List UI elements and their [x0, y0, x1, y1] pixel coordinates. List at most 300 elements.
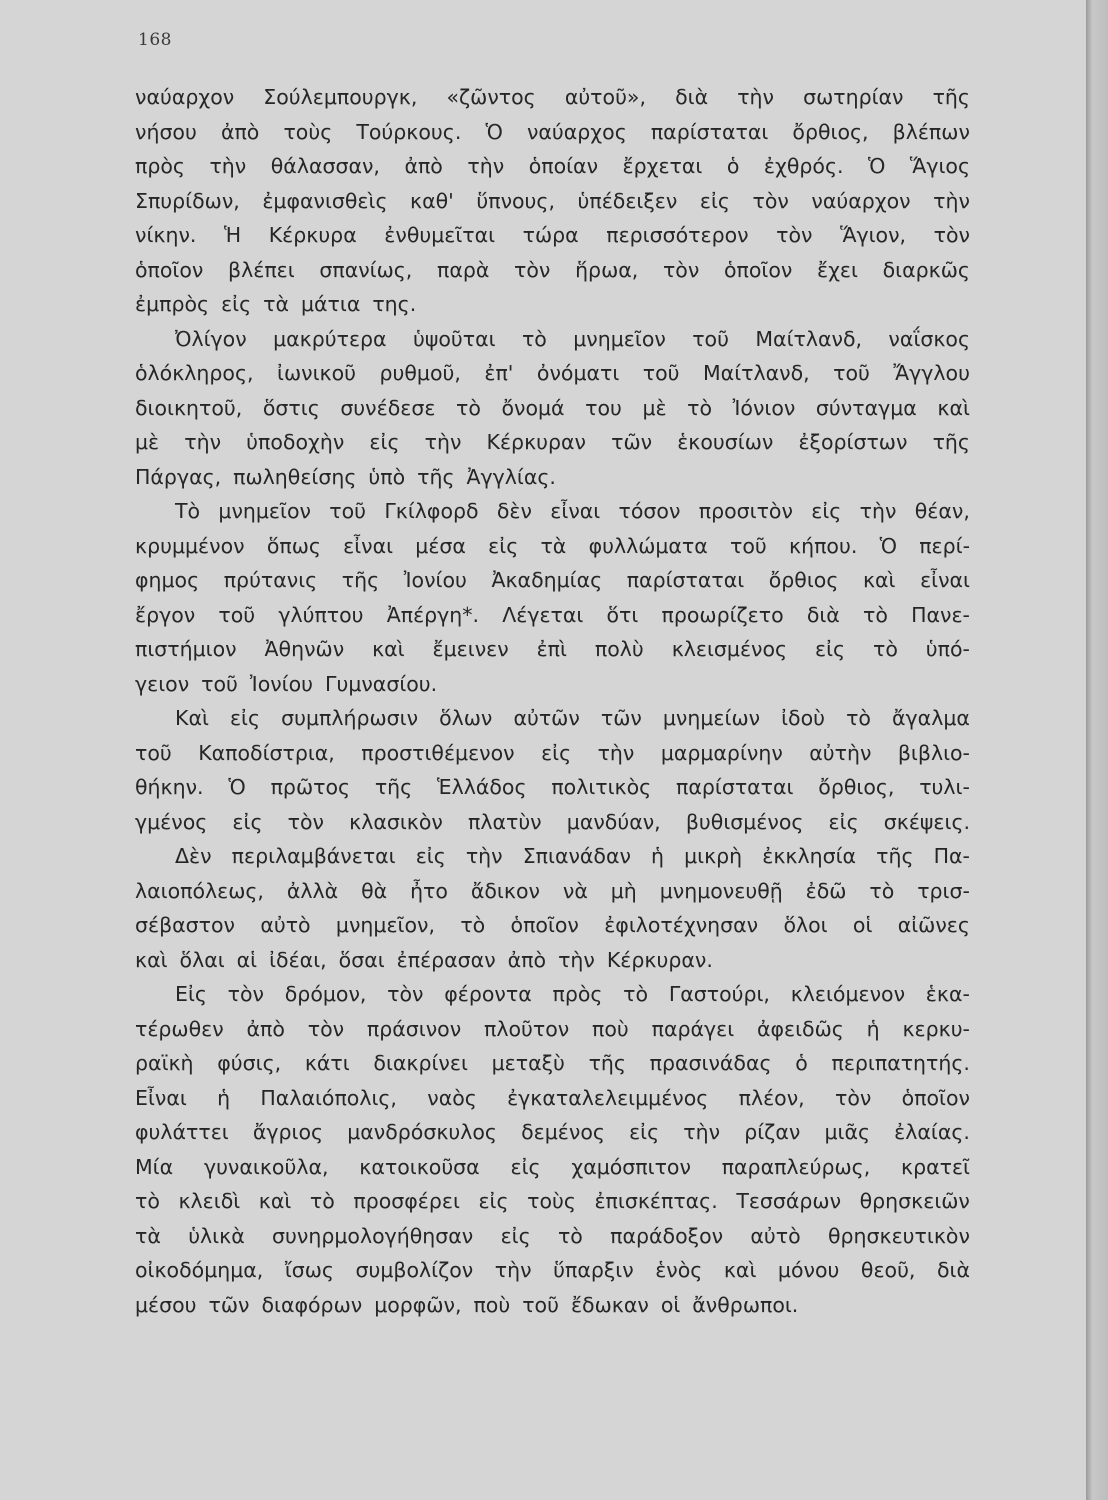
word: τὸ [309, 1189, 335, 1213]
word: Ἀκαδημίας [491, 568, 603, 592]
word: Ἄγγλου [893, 361, 970, 385]
word: ἐξορίστων [798, 430, 908, 454]
word: τὸν [752, 188, 789, 213]
word: τὴν [683, 1120, 721, 1144]
word: αὐτὸ [260, 913, 311, 937]
word: πιστήμιον [135, 637, 237, 661]
word: τὸ [460, 913, 486, 937]
word: Ἰονίου [249, 671, 314, 696]
word: τῶν [611, 430, 653, 454]
word: Πάργας, [135, 464, 222, 489]
word: ἥρωα, [575, 257, 639, 282]
word: διακρίνει [373, 1051, 468, 1075]
word: χαμόσπιτον [571, 1154, 691, 1179]
word: τὴν [597, 740, 635, 765]
word: μόνου [777, 1258, 840, 1282]
word: τὴν [933, 188, 970, 213]
word: νήσου [135, 119, 197, 144]
word: σκέψεις. [883, 809, 970, 834]
word: τοῦ [218, 602, 256, 627]
word: αἰῶνες [897, 913, 970, 937]
word: κάτι [304, 1051, 350, 1075]
word: σπανίως, [319, 257, 413, 282]
word: εἶναι [550, 499, 601, 523]
word: Κέρκυραν. [606, 947, 713, 972]
word: διὰ [936, 1258, 970, 1282]
word: Μία [135, 1154, 174, 1179]
word: Ἅγιος [909, 154, 970, 178]
text-line [135, 115, 970, 150]
word: τὴν [467, 154, 505, 178]
word: τὸ [872, 637, 898, 661]
word: συνηρμολογήθησαν [272, 1223, 474, 1248]
text-line [135, 1115, 970, 1150]
word: μανδρόσκυλος [347, 1120, 497, 1144]
word: οἱ [660, 1292, 681, 1317]
word: Ἰόνιον [732, 395, 796, 420]
word: εἰς [232, 809, 263, 834]
word: Ἀπέργη*. [386, 602, 480, 627]
word: Σούλεμπουργκ, [263, 85, 418, 109]
word: μνημεῖον [573, 326, 666, 351]
word: Σπιανάδαν [522, 844, 631, 868]
word: μέσου [135, 1292, 197, 1317]
text-line [135, 1046, 970, 1081]
word: εἰς [500, 1223, 531, 1248]
word: οἱ [852, 913, 873, 937]
word: Τεσσάρων [736, 1189, 842, 1213]
text-line [135, 977, 970, 1012]
word: φέροντα [444, 982, 532, 1006]
word: πλατὺν [467, 809, 542, 834]
word: ἀπὸ [404, 154, 443, 178]
word: μνημεῖον [218, 499, 311, 523]
word: μικρὴ [684, 844, 743, 868]
word: ὅτι [606, 602, 639, 627]
word: Δὲν [175, 844, 212, 868]
word: Ὁ [879, 533, 897, 558]
word: μακρύτερα [273, 326, 387, 351]
word: τοῦ [329, 499, 367, 523]
page-number: 168 [138, 30, 172, 50]
word: μνημείων [662, 706, 761, 730]
word: τυλι- [919, 775, 970, 799]
text-line [135, 736, 970, 771]
text-line [135, 80, 970, 115]
word: μὴ [610, 878, 637, 903]
word: ἑνὸς [655, 1258, 703, 1282]
word: ναύαρχον [135, 85, 235, 109]
word: μεταξὺ [491, 1051, 565, 1075]
word: περιλαμβάνεται [231, 844, 396, 868]
word: ἐνθυμεῖται [384, 223, 496, 247]
word: ἔδωκαν [570, 1292, 649, 1317]
word: εἰς [229, 706, 261, 730]
word: τὴν [558, 947, 595, 972]
text-line [135, 322, 970, 357]
word: Μαίτλανδ, [755, 326, 863, 351]
text-line [135, 632, 970, 667]
word: ἡ [217, 1085, 231, 1110]
word: πλοῦτον [484, 1016, 570, 1041]
text-line [135, 943, 970, 978]
word: τῶν [208, 1292, 250, 1317]
word: ὕπαρξιν [553, 1258, 634, 1282]
word: τὸν [834, 1085, 872, 1110]
word: καὶ [258, 1189, 292, 1213]
word: ὅσαι [338, 947, 385, 972]
word: Λέγεται [502, 602, 584, 627]
word: μιᾶς [824, 1120, 870, 1144]
word: πρὸς [552, 982, 603, 1006]
word: βλέπει [228, 257, 295, 282]
word: βιβλιο- [897, 740, 970, 765]
word: ἄδικον [470, 878, 540, 903]
text-line [135, 494, 970, 529]
word: διαρκῶς [882, 257, 970, 282]
text-line [135, 1219, 970, 1254]
word: διαφόρων [261, 1292, 363, 1317]
word: τὴν [209, 154, 247, 178]
word: Ὁ [485, 119, 503, 144]
word: θέαν, [914, 499, 970, 523]
word: τὸν [227, 982, 265, 1006]
word: ἐγκαταλελειμμένος [507, 1085, 709, 1110]
word: πρὸς [135, 154, 185, 178]
word: ἀπὸ [246, 1016, 285, 1041]
word: μέσα [415, 533, 466, 558]
body-text [135, 80, 970, 1322]
word: εἶναι [920, 568, 970, 592]
word: ὑπὸ [368, 464, 406, 489]
word: συνέδεσε [340, 395, 436, 420]
word: ὁ [726, 154, 740, 178]
word: ἑκα- [925, 982, 970, 1006]
word: ὄρθιος, [792, 119, 869, 144]
word: πράσινον [366, 1016, 462, 1041]
word: Τὸ [175, 499, 201, 523]
word: ὁποῖον [723, 257, 793, 282]
text-line [135, 1150, 970, 1185]
word: τῆς [417, 464, 455, 489]
word: ἦτο [410, 878, 448, 903]
word: κερκυ- [902, 1016, 970, 1041]
word: μορφῶν, [374, 1292, 462, 1317]
word: τὸ [623, 982, 649, 1006]
word: ἀλλὰ [286, 878, 339, 903]
word: καθ' [410, 188, 454, 213]
word: τὸν [933, 223, 970, 247]
word: φημος [135, 568, 200, 592]
word: ρίζαν [744, 1120, 801, 1144]
word: ἄγριος [252, 1120, 324, 1144]
word: βυθισμένος [685, 809, 804, 834]
word: ρυθμοῦ, [379, 361, 461, 385]
word: φυλλώματα [588, 533, 708, 558]
word: εἰς [629, 1120, 660, 1144]
word: Ἀθηνῶν [264, 637, 345, 661]
word: κλειόμενον [790, 982, 906, 1006]
text-line [135, 1253, 970, 1288]
word: τοῦ [730, 533, 767, 558]
text-line [135, 253, 970, 288]
text-line [135, 770, 970, 805]
word: Ὁ [868, 154, 886, 178]
word: κλασικὸν [349, 809, 443, 834]
word: ὀνόματι [536, 361, 620, 385]
word: Ὀλίγον [175, 326, 247, 351]
word: πλέον, [738, 1085, 805, 1110]
word: τῆς [588, 1051, 626, 1075]
word: εἰς [415, 844, 446, 868]
word: Κέρκυρα [268, 223, 357, 247]
word: τὸν [776, 223, 813, 247]
word: ἐμφανισθεὶς [262, 188, 388, 213]
word: τὴν [859, 499, 897, 523]
word: παραπλεύρως, [721, 1154, 871, 1179]
word: ἐπ' [484, 361, 514, 385]
text-line [135, 701, 970, 736]
word: μὲ [135, 430, 160, 454]
word: περιπατητής. [831, 1051, 970, 1075]
word: κρυμμένον [135, 533, 245, 558]
word: Ἑλλάδος [437, 775, 527, 799]
word: δὲν [496, 499, 532, 523]
word: περί- [919, 533, 970, 558]
text-line [135, 598, 970, 633]
word: τοῦ [522, 1292, 559, 1317]
word: τὸ [521, 326, 547, 351]
word: ἐχθρός. [763, 154, 844, 178]
word: ποὺ [592, 1016, 629, 1041]
word: ἔρχεται [622, 154, 703, 178]
word: μνημονευθῇ [659, 878, 783, 903]
word: ναύαρχος [526, 119, 627, 144]
word: ὑλικὰ [188, 1223, 245, 1248]
word: τῆς [876, 844, 914, 868]
word: ὄρθιος, [818, 775, 895, 799]
word: τῆς [932, 430, 970, 454]
word: συμπλήρωσιν [281, 706, 419, 730]
word: τὸ [135, 1189, 160, 1213]
word: πωληθείσης [233, 464, 357, 489]
word: ἰδοὺ [781, 706, 826, 730]
word: τὸ [863, 602, 888, 627]
word: τὴν [424, 430, 462, 454]
word: ἐπέρασαν [396, 947, 496, 972]
word: διοικητοῦ, [135, 395, 243, 420]
word: παρίσταται [626, 568, 745, 592]
word: εἰς [221, 292, 252, 316]
word: εἰς [811, 499, 842, 523]
text-line [135, 391, 970, 426]
word: κλειδὶ [178, 1189, 241, 1213]
word: πρασινάδας [649, 1051, 772, 1075]
word: Γκίλφορδ [384, 499, 479, 523]
word: ἀπὸ [507, 947, 547, 972]
word: ὑπό- [925, 637, 970, 661]
word: γυναικοῦλα, [203, 1154, 329, 1179]
word: μνημεῖον, [335, 913, 435, 937]
word: ἰδέαι, [269, 947, 327, 972]
text-line [135, 1288, 970, 1323]
word: παρὰ [436, 257, 490, 282]
word: τοῦ [201, 671, 238, 696]
word: Ἀγγλίας. [466, 464, 556, 489]
word: ἔργον [135, 602, 196, 627]
word: φυλάττει [135, 1120, 229, 1144]
text-line [135, 667, 970, 702]
word: τοὺς [283, 119, 333, 144]
word: σύνταγμα [815, 395, 917, 420]
word: γμένος [135, 809, 208, 834]
word: ὁποίαν [528, 154, 599, 178]
word: τὸ [557, 1223, 583, 1248]
word: γειον [135, 671, 190, 696]
word: πρῶτος [270, 775, 351, 799]
word: τοῦ [692, 326, 729, 351]
word: τὸν [662, 257, 700, 282]
word: Ἰονίου [403, 568, 467, 592]
word: περισσότερον [606, 223, 749, 247]
word: πρύτανις [223, 568, 318, 592]
word: θήκην. [135, 775, 204, 799]
word: ἑκουσίων [677, 430, 774, 454]
word: αὐτοῦ», [564, 85, 646, 109]
word: ἄνθρωποι. [692, 1292, 799, 1317]
word: καὶ [723, 1258, 757, 1282]
word: τῶν [600, 706, 642, 730]
word: εἰς [510, 1154, 541, 1179]
text-line [135, 287, 970, 322]
word: ἐκκλησία [762, 844, 857, 868]
word: εἰς [369, 430, 400, 454]
word: προσιτὸν [698, 499, 793, 523]
word: Μαίτλανδ, [703, 361, 810, 385]
text-line [135, 460, 970, 495]
word: Εἶναι [135, 1085, 187, 1110]
word: ὅλων [439, 706, 493, 730]
word: ὁποῖον [901, 1085, 970, 1110]
word: ἴσως [284, 1258, 334, 1282]
word: «ζῶντος [446, 85, 536, 109]
word: γλύπτου [278, 602, 364, 627]
word: πολιτικὸς [551, 775, 652, 799]
word: τὸν [387, 982, 424, 1006]
word: εἶναι [343, 533, 394, 558]
word: Πα- [933, 844, 970, 868]
word: μὲ [642, 395, 667, 420]
word: τὸ [455, 395, 481, 420]
text-line [135, 425, 970, 460]
word: ναύαρχον [811, 188, 911, 213]
word: Γαστούρι, [668, 982, 770, 1006]
word: τοῦ [833, 361, 870, 385]
word: τὰ [135, 1223, 161, 1248]
text-line [135, 563, 970, 598]
word: λαιοπόλεως, [135, 878, 264, 903]
text-line [135, 356, 970, 391]
word: ὅλοι [783, 913, 828, 937]
word: συμβολίζον [355, 1258, 474, 1282]
word: ὁποῖον [135, 257, 204, 282]
word: τὴν [494, 1258, 532, 1282]
word: ἐπὶ [536, 637, 567, 661]
word: ὑπέδειξεν [577, 188, 678, 213]
word: εἰς [828, 809, 859, 834]
word: θάλασσαν, [270, 154, 380, 178]
word: οἰκοδόμημα, [135, 1258, 264, 1282]
word: τόσον [618, 499, 681, 523]
word: τοὺς [527, 1189, 576, 1213]
word: τὸ [846, 706, 871, 730]
word: αὐτὴν [809, 740, 872, 765]
word: τῆς [341, 568, 380, 592]
word: παρίσταται [650, 119, 769, 144]
word: αὐτὸ [750, 1223, 801, 1248]
word: τέρωθεν [135, 1016, 224, 1041]
word: κλεισμένος [671, 637, 788, 661]
word: διὰ [675, 85, 709, 109]
text-line [135, 184, 970, 219]
word: δεμένος [521, 1120, 605, 1144]
word: παράγει [651, 1016, 735, 1041]
word: κρατεῖ [901, 1154, 970, 1179]
word: ραϊκὴ [135, 1051, 194, 1075]
word: ποὺ [473, 1292, 511, 1317]
word: Κέρκυραν [486, 430, 586, 454]
word: τὸν [287, 809, 324, 834]
word: τὴν [737, 85, 774, 109]
word: Εἰς [175, 982, 207, 1006]
word: βλέπων [892, 119, 970, 144]
word: ἡ [651, 844, 665, 868]
word: τὰ [540, 533, 567, 558]
word: σωτηρίαν [803, 85, 904, 109]
word: ὑποδοχὴν [246, 430, 345, 454]
word: τοῦ [642, 361, 680, 385]
word: ἔμεινεν [432, 637, 509, 661]
word: ἐδῶ [805, 878, 847, 903]
word: νὰ [562, 878, 588, 903]
text-line [135, 529, 970, 564]
word: ἡ [866, 1016, 880, 1041]
word: ὅστις [262, 395, 320, 420]
word: τῆς [374, 775, 413, 799]
word: Ἡ [224, 223, 242, 247]
word: ὄνομά [501, 395, 565, 420]
text-line [135, 839, 970, 874]
word: παράδοξον [610, 1223, 724, 1248]
word: Καὶ [175, 706, 209, 730]
text-line [135, 1081, 970, 1116]
word: ναὸς [427, 1085, 477, 1110]
word: Γυμνασίου. [325, 671, 438, 696]
word: τὰ [263, 292, 289, 316]
word: του [585, 395, 622, 420]
text-line [135, 1184, 970, 1219]
word: ὅπως [266, 533, 321, 558]
word: τὸ [687, 395, 713, 420]
word: ὁ [795, 1051, 808, 1075]
word: ὁποῖον [510, 913, 579, 937]
word: Τούρκους. [356, 119, 462, 144]
word: Σπυρίδων, [135, 188, 240, 213]
word: τὸ [869, 878, 895, 903]
word: τὴν [184, 430, 222, 454]
text-line [135, 1012, 970, 1047]
word: μάτια [300, 292, 361, 316]
